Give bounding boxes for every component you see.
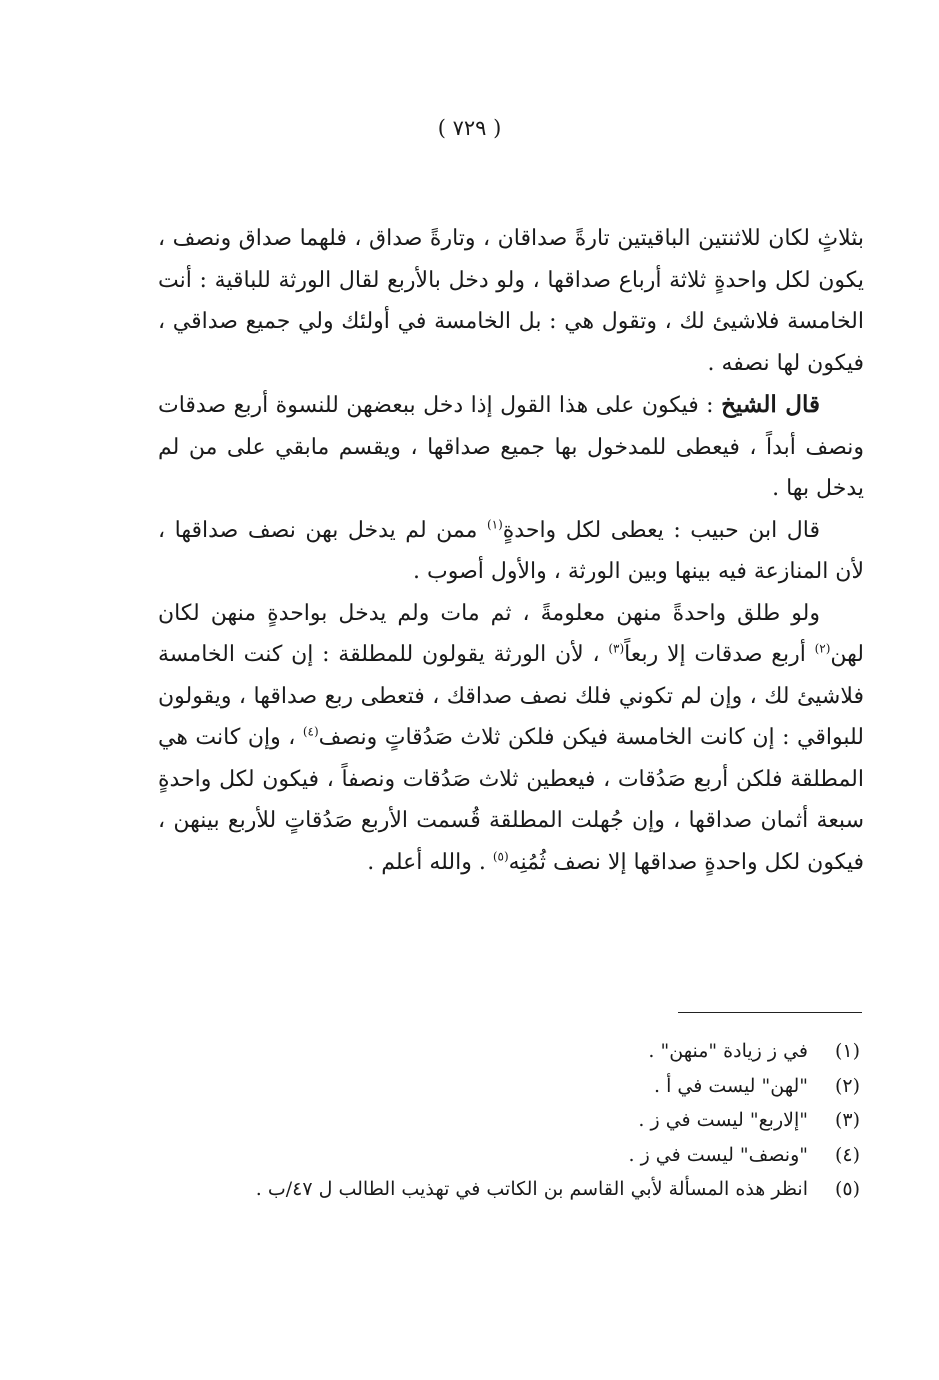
footnote-ref-5: (٥): [492, 849, 509, 864]
footnote-text: "ونصف" ليست في ز .: [628, 1143, 808, 1166]
paragraph-3: [158, 510, 864, 593]
footnote-4: [250, 1138, 860, 1173]
footnote-text: "لهن" ليست في أ .: [653, 1074, 808, 1097]
footnote-number: (٢): [834, 1074, 860, 1097]
footnote-ref-4: (٤): [302, 724, 319, 739]
footnote-number: (٤): [834, 1143, 860, 1166]
footnote-text: انظر هذه المسألة لأبي القاسم بن الكاتب في تهذيب الطالب ل ٤٧/ب .: [255, 1178, 808, 1200]
footnote-number: (٥): [834, 1178, 860, 1200]
footnote-ref-1: (١): [486, 517, 503, 532]
paragraph-4: [158, 593, 864, 884]
footnote-text: في ز زيادة "منهن" .: [648, 1040, 808, 1062]
paragraph-4-text-e: . والله أعلم .: [367, 849, 493, 875]
paragraph-3-text-b: ممن لم يدخل بهن نصف صداقها ، لأن المنازعة فيه بينها وبين الورثة ، والأول أصوب .: [158, 517, 864, 584]
speaker-label: قال الشيخ: [721, 391, 820, 418]
paragraph-2: [158, 384, 864, 510]
footnote-ref-2: (٢): [814, 641, 831, 656]
paragraph-4-text-b: أربع صدقات إلا ربعاً: [624, 642, 815, 667]
paragraph-4-text-c: ، لأن الورثة يقولون للمطلقة : إن كنت الخامسة فلاشيئ لك ، وإن لم تكوني فلك نصف صداقك ، فتعطى ربع صداقها ، ويقولون للبواقي : إن كانت الخامسة فيكن فلكن ثلاث صَدُقاتٍ ونصف: [158, 642, 864, 750]
footnote-ref-3: (٣): [608, 641, 625, 656]
footnote-5: [250, 1172, 860, 1207]
footnote-separator: [678, 1012, 862, 1013]
paragraph-1: بثلاثٍ لكان للاثنتين الباقيتين تارةً صداقان ، وتارةً صداق ، فلهما صداق ونصف ، يكون لكل واحدةٍ ثلاثة أرباع صداقها ، ولو دخل بالأربع لقال الورثة للباقية : أنت الخامسة فلاشيئ لك ، وتقول هي : بل الخامسة في أولئك ولي جميع صداقي ، فيكون لها نصفه .: [158, 226, 864, 376]
footnotes-list: [250, 1034, 860, 1207]
page-number: ( ٧٢٩ ): [437, 116, 502, 140]
main-text: [158, 218, 864, 883]
footnote-2: [250, 1069, 860, 1104]
paragraph-2-text: : فيكون على هذا القول إذا دخل ببعضهن للنسوة أربع صدقات ونصف أبداً ، فيعطى للمدخول بها جميع صداقها ، ويقسم مابقي على من لم يدخل بها .: [158, 393, 864, 501]
paragraph-4-text-a: ولو طلق واحدةً منهن معلومةً ، ثم مات ولم يدخل بواحدةٍ منهن لكان لهن: [158, 600, 864, 667]
paragraph-3-text-a: قال ابن حبيب : يعطى لكل واحدةٍ: [502, 517, 820, 543]
footnote-number: (١): [834, 1040, 860, 1062]
paragraph-4-text-d: ، وإن كانت هي المطلقة فلكن أربع صَدُقات ، فيعطين ثلاث صَدُقات ونصفاً ، فيكون لكل واحدةٍ سبعة أثمان صداقها ، وإن جُهلت المطلقة قُسمت الأربع صَدُقاتٍ للأربع بينهن ، فيكون لكل واحدةٍ صداقها إلا نصف ثُمُنِه: [158, 725, 864, 875]
footnote-text: "إلاربع" ليست في ز .: [638, 1109, 808, 1131]
footnote-1: [250, 1034, 860, 1069]
footnote-number: (٣): [834, 1109, 860, 1131]
footnote-3: [250, 1103, 860, 1138]
